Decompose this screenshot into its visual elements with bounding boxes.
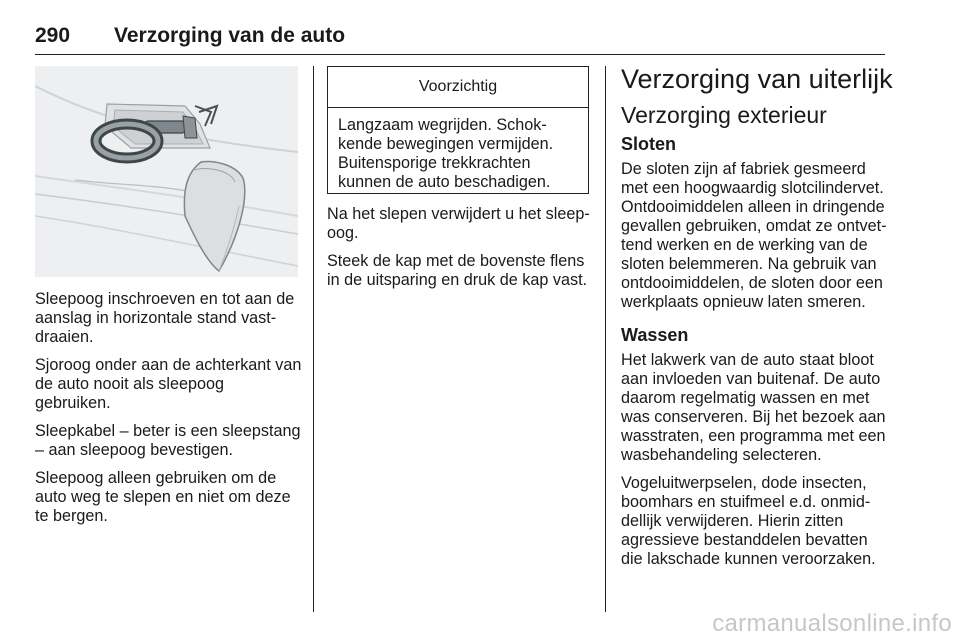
- subsection-title: Verzorging exterieur: [621, 102, 827, 128]
- paragraph: Sleepoog inschroeven en tot aan de aanslag in horizontale stand vast-draaien.: [35, 290, 295, 346]
- towing-eye-illustration: [35, 66, 298, 277]
- caution-title: Voorzichtig: [328, 67, 588, 108]
- right-column: [621, 102, 889, 578]
- paragraph: Steek de kap met de bovenste flens in de uitsparing en druk de kap vast.: [327, 252, 588, 289]
- page-header: [35, 24, 885, 55]
- middle-column: [327, 205, 595, 299]
- column-divider-right: [605, 66, 606, 612]
- watermark: carmanualsonline.info: [712, 610, 952, 637]
- paragraph: Na het slepen verwijdert u het sleep-oog.: [327, 205, 590, 242]
- paragraph: Het lakwerk van de auto staat bloot aan invloeden van buitenaf. De auto daarom regelmatig wassen en met was conserveren. Bij het bezoek aan wasstraten, een programma met een wasbehandeling selecteren.: [621, 351, 886, 464]
- caution-text: Langzaam wegrijden. Schok-kende bewegingen vermijden. Buitensporige trekkrachten kunnen de auto beschadigen.: [338, 116, 554, 191]
- section-title: Verzorging van uiterlijk: [621, 64, 893, 94]
- caution-box: [327, 66, 589, 194]
- paragraph: De sloten zijn af fabriek gesmeerd met een hoogwaardig slotcilindervet. Ontdooimiddelen alleen in dringende gevallen gebruiken, omdat ze ontvet-tend werken en de werking van de sloten belemmeren. Na gebruik van ontdooimiddelen, de sloten door een werkplaats opnieuw laten smeren.: [621, 160, 887, 311]
- chapter-title: Verzorging van de auto: [114, 24, 346, 47]
- paragraph: Vogeluitwerpselen, dode insecten, boomhars en stuifmeel e.d. onmid-dellijk verwijderen. Hierin zitten agressieve bestanddelen bevatten die lakschade kunnen veroorzaken.: [621, 474, 876, 568]
- column-divider-left: [313, 66, 314, 612]
- page-number: 290: [35, 24, 71, 47]
- heading-wassen: Wassen: [621, 325, 689, 345]
- paragraph: Sjoroog onder aan de achterkant van de auto nooit als sleepoog gebruiken.: [35, 356, 302, 412]
- paragraph: Sleepoog alleen gebruiken om de auto weg te slepen en niet om deze te bergen.: [35, 469, 291, 525]
- left-column: [35, 290, 303, 535]
- paragraph: Sleepkabel – beter is een sleepstang – aan sleepoog bevestigen.: [35, 422, 301, 459]
- heading-sloten: Sloten: [621, 134, 677, 154]
